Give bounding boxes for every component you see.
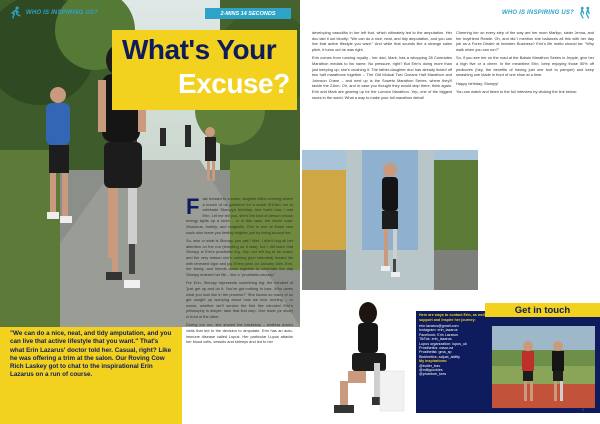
inspiration-handle[interactable]: @butler_trav	[419, 363, 441, 368]
contact-list	[419, 324, 485, 377]
inspiration-handle[interactable]: @phantom_toes	[419, 372, 447, 377]
seated-portrait-photo	[320, 293, 416, 417]
body-paragraph: Erin comes from running royalty - her dad, Mark, has a whopping 28 Comrades Marathon medals to his name. No pressure, right? But Erin's doing more than just keeping up; she's crushing it. The father-daughter duo has already ticked off two half marathons together – The Old Mutual Two Oceans Half Marathon and Johnson Crane – and next up is the Soweto Marathon Series, where they'll tackle the 21km. Oh, and in case you thought they would stop there, think again. Erin and Mark are gearing up for the London Marathon. Yep, one of the biggest races in the world. What a way to make your full marathon debut!	[312, 55, 452, 100]
body-paragraph: For Erin, Stompy represents something big: the mindset of "just get up and do it. You've got nothing to lose. Who cares what you look like in the process?" She knows so many of us get caught up worrying about how we look running – or worse, whether we'll survive the first five minutes! Erin's philosophy is simple: take that first step. One trade (or shoe) in front of the other.	[186, 280, 293, 319]
body-paragraph: So, who or what is Stompy, you ask? Well, I didn't hog all her attention on the run (tempting as it was), but I did learn that Stompy is Erin's prosthetic leg. Yep, her left leg to be exact, and the very reason she's running (pun intended) toward life with renewed vigor and joy. Every year, on January 16th, Erin, her family, and friends come together to celebrate the day Stompy entered her life – like a "prosthetic-versary."	[186, 238, 293, 277]
body-paragraph: Fast forward to a warm, laughter-filled morning where a bunch of us gathered for a social 5/10km run to celebrate Stompy's birthday. And that's how I met Erin. Let me tell you, she's the kind of person whose energy lights up a room – or in this case, the whole road. Vivacious, bubbly, and magnetic, Erin is one of those rare souls who leave you feeling brighter just by being around her.	[186, 194, 293, 235]
section-label: WHO IS INSPIRING US?	[501, 10, 574, 16]
page-number: 9	[582, 407, 585, 412]
contact-facebook[interactable]: Facebook: Erin Lazarus	[419, 332, 458, 337]
contact-prosthetics[interactable]: Prosthetics: ossur.za	[419, 346, 454, 351]
read-time-badge: 2-MINS 14 SECONDS	[205, 8, 291, 19]
inspirations-label: My inspirations:	[419, 359, 448, 364]
get-in-touch-intro: Here are ways to contact Erin, as well as handles for those that both support and inspire her journey:	[419, 313, 539, 322]
body-paragraph: During our run, she shared the backstory – endless doctor visits that led to the decision to amputate. Erin has an auto-immune disease called Lupus. Her particular Lupus attacks her blood cells, vessels and kidneys and led to her	[186, 322, 293, 345]
runner-logo-icon	[8, 6, 22, 20]
body-paragraph: You can watch and listen to the full interview by clicking the link below:	[456, 89, 577, 95]
interview-video-thumbnail[interactable]	[302, 150, 478, 290]
contact-lupus-org[interactable]: Lupus organization: lupus_uk	[419, 341, 467, 346]
race-finish-photo	[492, 326, 595, 408]
get-in-touch-heading: Get in touch	[485, 303, 600, 317]
header-left	[8, 6, 98, 20]
title-line-1: What's Your	[122, 34, 277, 65]
body-paragraph: So, if you see her on the road at the Balwin Marathon Series in Jeppie, give her a high five or a cheer. In the meantime Erin, keep enjoying those 50% off pedicures (hey, the benefits of having just one foot to pamper) and keep smashing one blade in front of one shoe at a time.	[456, 55, 594, 78]
body-paragraph: Happy birthday, Stompy!	[456, 80, 499, 86]
title-line-2: Excuse?	[178, 68, 290, 99]
section-label: WHO IS INSPIRING US?	[26, 10, 99, 16]
contact-instagram[interactable]: Instagram: erin_lazarus	[419, 328, 458, 333]
contact-tiktok[interactable]: TikTok: erin_lazarus	[419, 337, 452, 342]
page2-column-1	[312, 30, 452, 103]
body-paragraph: developing vasculitis in her left foot, which ultimately led to the amputation. Her doc laid it out bluntly: "We can do a nice, neat, and tidy amputation, and you can live that active lifestyle you want." And while that sounds like a strange sales pitch, it turns out he was right.	[312, 30, 452, 52]
contact-biokinetics[interactable]: Biokinetics: adjust_ability	[419, 354, 460, 359]
contact-prosthetist[interactable]: Prosthetist: gma_sp	[419, 350, 452, 355]
page1-body-column	[186, 196, 293, 348]
inspiration-handle[interactable]: @millypockies	[419, 368, 443, 373]
contact-email[interactable]: erin.lazarus@gmail.com	[419, 324, 459, 328]
drop-cap: F	[186, 194, 200, 219]
runners-logo-icon	[578, 6, 592, 20]
pull-quote-text: "We can do a nice, neat, and tidy amputation, and you can live that active lifestyle that you want." That's what Erin Lazarus' doctor told her. Casual, right? Like he was offering a trim at the salon. Our Roving Cow Rich Laskey got to chat to the inspirational Erin Lazarus on a run of course.	[10, 330, 172, 379]
page2-column-2	[456, 30, 594, 98]
body-paragraph: Cheering her on every step of the way are her mom Marilyn, sister Jenna, and her boyfriend Reade. Oh, and did I mention she balances all this with her day job as a Forex Dealer at Investec Business? Erin's life motto should be: "Why walk when you can run?"	[456, 30, 594, 52]
header-right	[502, 6, 592, 20]
